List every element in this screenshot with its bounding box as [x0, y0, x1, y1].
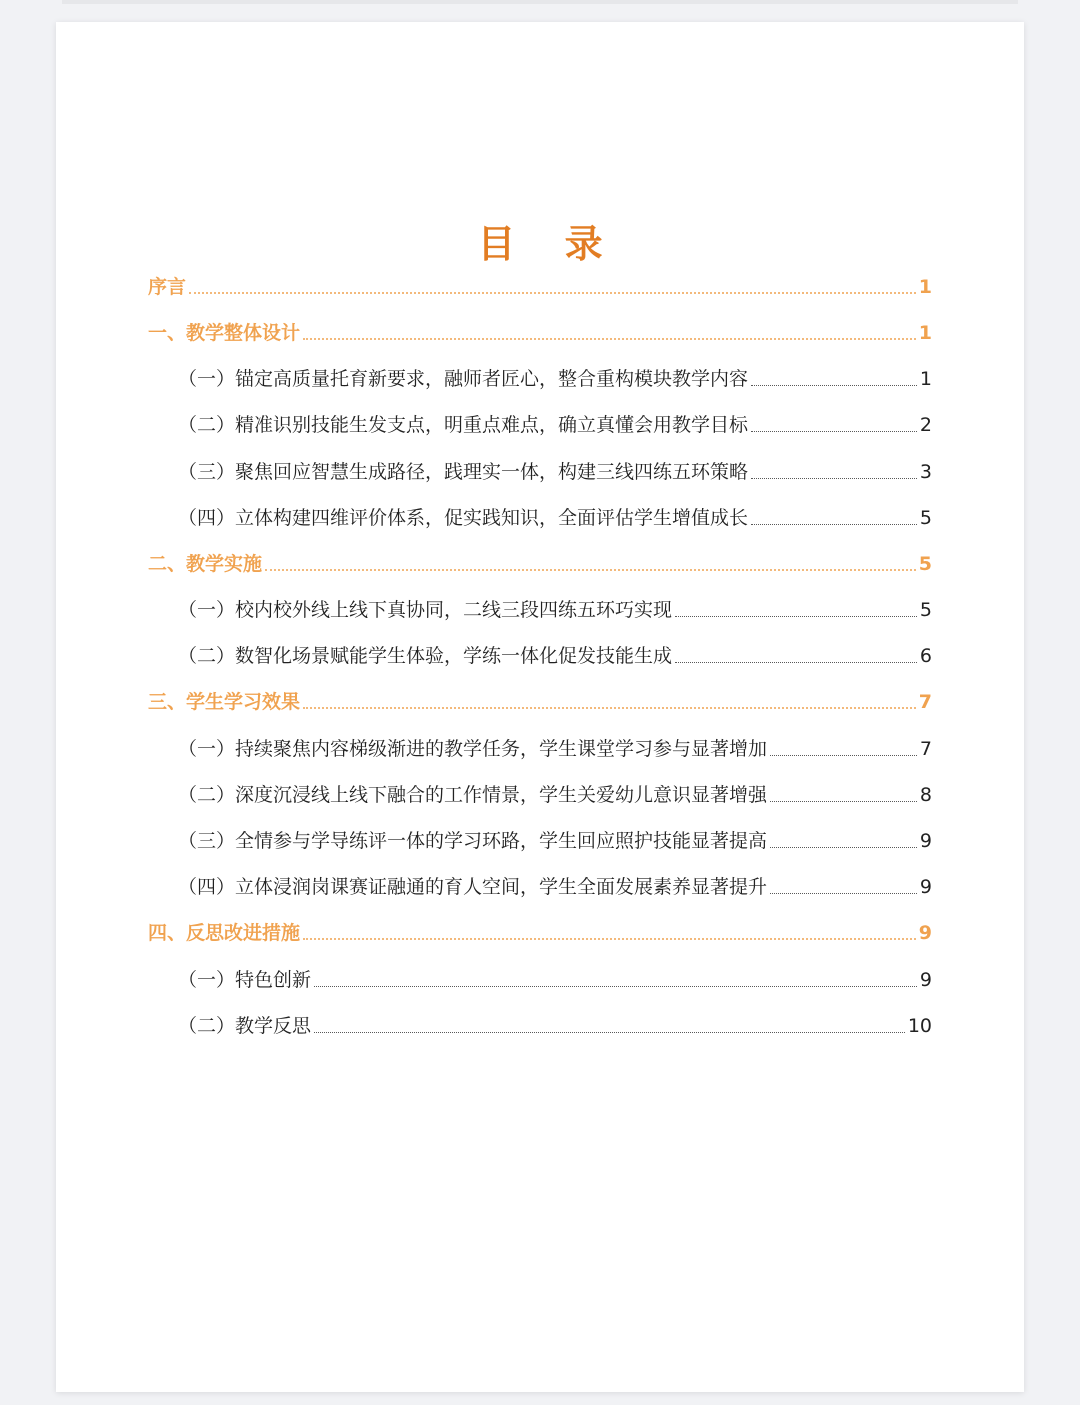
dot-leader: [189, 292, 916, 294]
toc-page-number: 9: [918, 922, 932, 944]
toc-entry-label: 一、教学整体设计: [148, 322, 301, 344]
dot-leader: [770, 847, 917, 848]
toc-page-number: 9: [919, 969, 932, 991]
toc-page-number: 7: [919, 738, 932, 760]
toc-page-number: 1: [919, 368, 932, 390]
toc-page-number: 2: [919, 414, 932, 436]
toc-entry-section-3[interactable]: [148, 687, 932, 717]
toc-page-number: 9: [919, 830, 932, 852]
toc-entry-3-3[interactable]: [178, 826, 932, 856]
toc-page-number: 7: [918, 691, 932, 713]
toc-page-number: 1: [918, 322, 932, 344]
dot-leader: [751, 385, 917, 386]
dot-leader: [675, 662, 917, 663]
toc-entry-label: 四、反思改进措施: [148, 922, 301, 944]
toc-entry-1-4[interactable]: [178, 503, 932, 533]
toc-page-number: 5: [919, 507, 932, 529]
toc-entry-2-2[interactable]: [178, 641, 932, 671]
toc-entry-label: 序言: [148, 276, 187, 298]
toc-entry-label: （二）教学反思: [178, 1015, 312, 1037]
previous-page-edge: [62, 0, 1018, 4]
toc-entry-section-4[interactable]: [148, 918, 932, 948]
dot-leader: [770, 893, 917, 894]
toc-page-number: 3: [919, 461, 932, 483]
dot-leader: [751, 478, 917, 479]
dot-leader: [751, 431, 917, 432]
dot-leader: [675, 616, 917, 617]
toc-page-number: 8: [919, 784, 932, 806]
toc-page-number: 5: [919, 599, 932, 621]
toc-entry-4-2[interactable]: [178, 1011, 932, 1041]
toc-entry-3-1[interactable]: [178, 734, 932, 764]
toc-page-number: 9: [919, 876, 932, 898]
toc-entry-label: （三）全情参与学导练评一体的学习环路，学生回应照护技能显著提高: [178, 830, 768, 852]
document-page: [56, 22, 1024, 1392]
toc-entry-3-4[interactable]: [178, 872, 932, 902]
toc-entry-label: （四）立体构建四维评价体系，促实践知识，全面评估学生增值成长: [178, 507, 749, 529]
toc-entry-preface[interactable]: [148, 272, 932, 302]
dot-leader: [303, 338, 916, 340]
toc-entry-1-3[interactable]: [178, 457, 932, 487]
toc-page-number: 10: [907, 1015, 932, 1037]
toc-entry-label: （三）聚焦回应智慧生成路径，践理实一体，构建三线四练五环策略: [178, 461, 749, 483]
dot-leader: [770, 801, 917, 802]
toc-page-number: 6: [919, 645, 932, 667]
toc-page-number: 1: [918, 276, 932, 298]
dot-leader: [314, 986, 917, 987]
toc-entry-label: （二）数智化场景赋能学生体验，学练一体化促发技能生成: [178, 645, 673, 667]
toc-entry-section-2[interactable]: [148, 549, 932, 579]
toc-entry-1-2[interactable]: [178, 410, 932, 440]
toc-entry-label: （一）锚定高质量托育新要求，融师者匠心，整合重构模块教学内容: [178, 368, 749, 390]
dot-leader: [751, 524, 917, 525]
toc-entry-label: （一）特色创新: [178, 969, 312, 991]
dot-leader: [314, 1032, 905, 1033]
toc-entry-label: （二）精准识别技能生发支点，明重点难点，确立真懂会用教学目标: [178, 414, 749, 436]
toc-entry-label: 三、学生学习效果: [148, 691, 301, 713]
toc-entry-1-1[interactable]: [178, 364, 932, 394]
toc-title: 目 录: [477, 222, 621, 266]
toc-entry-2-1[interactable]: [178, 595, 932, 625]
dot-leader: [770, 755, 917, 756]
toc-entry-section-1[interactable]: [148, 318, 932, 348]
toc-entry-label: （一）校内校外线上线下真协同，二线三段四练五环巧实现: [178, 599, 673, 621]
toc-entry-label: （二）深度沉浸线上线下融合的工作情景，学生关爱幼儿意识显著增强: [178, 784, 768, 806]
dot-leader: [303, 938, 916, 940]
toc-entry-label: （一）持续聚焦内容梯级渐进的教学任务，学生课堂学习参与显著增加: [178, 738, 768, 760]
toc-entry-label: （四）立体浸润岗课赛证融通的育人空间，学生全面发展素养显著提升: [178, 876, 768, 898]
toc-entry-label: 二、教学实施: [148, 553, 263, 575]
toc-entry-4-1[interactable]: [178, 965, 932, 995]
toc-page-number: 5: [918, 553, 932, 575]
toc-entry-3-2[interactable]: [178, 780, 932, 810]
dot-leader: [265, 569, 916, 571]
dot-leader: [303, 707, 916, 709]
